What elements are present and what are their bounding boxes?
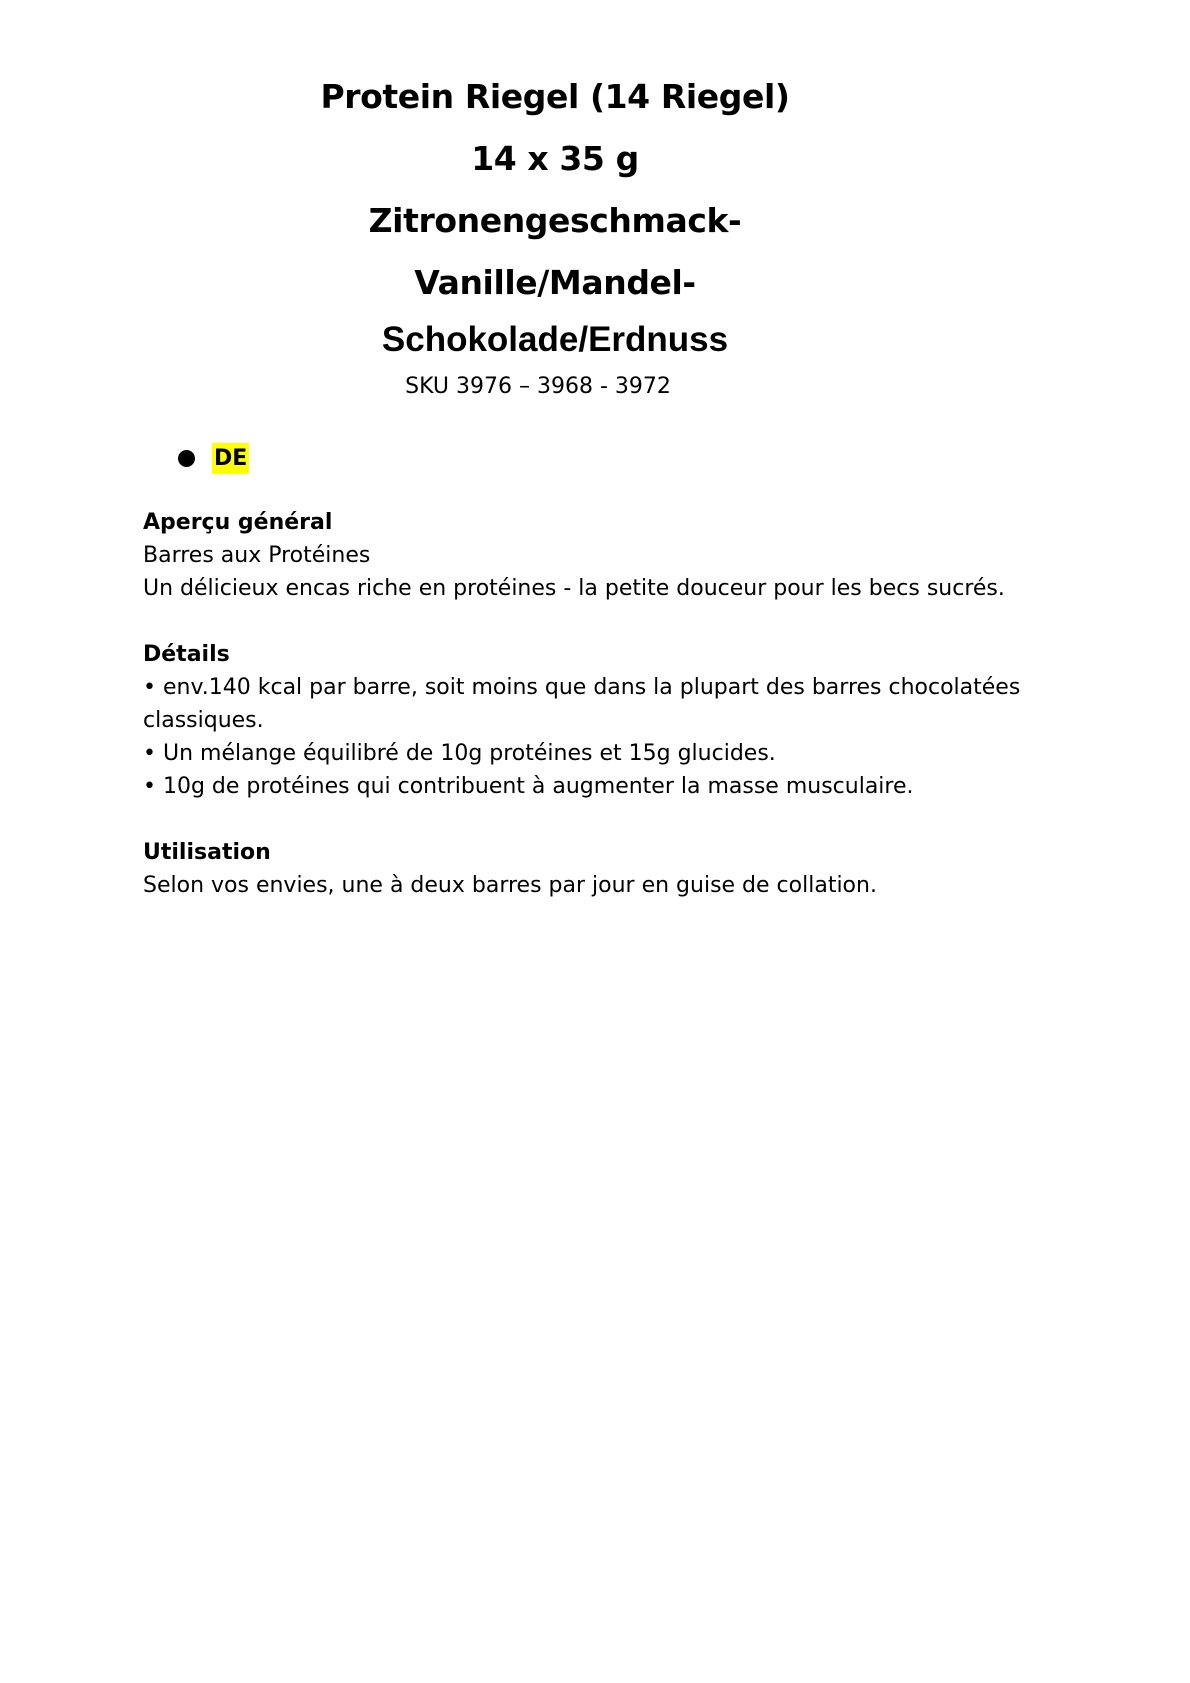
title-flavor-lemon: Zitronengeschmack-	[368, 201, 742, 240]
product-title	[0, 66, 1110, 366]
section-heading: Détails	[143, 642, 230, 667]
section-heading: Utilisation	[143, 840, 271, 865]
overview-line: Un délicieux encas riche en protéines - la petite douceur pour les becs sucrés.	[143, 576, 1005, 601]
title-product-name: Protein Riegel (14 Riegel)	[320, 77, 790, 116]
title-flavor-chocolate-peanut: Schokolade/Erdnuss	[381, 320, 729, 359]
details-bullet: • Un mélange équilibré de 10g protéines et 15g glucides.	[143, 741, 776, 766]
language-marker	[178, 443, 249, 474]
usage-line: Selon vos envies, une à deux barres par jour en guise de collation.	[143, 873, 877, 898]
title-package-size: 14 x 35 g	[471, 139, 639, 178]
section-overview	[143, 506, 1103, 605]
bullet-dot-icon	[178, 450, 195, 467]
section-details	[143, 638, 1103, 803]
language-label: DE	[212, 443, 249, 474]
title-flavor-vanilla-almond: Vanille/Mandel-	[414, 263, 696, 302]
section-usage	[143, 836, 1103, 902]
details-bullet: • 10g de protéines qui contribuent à augmenter la masse musculaire.	[143, 774, 914, 799]
section-heading: Aperçu général	[143, 510, 333, 535]
product-description	[143, 506, 1103, 935]
sku-numbers: SKU 3976 – 3968 - 3972	[405, 374, 671, 399]
details-bullet: • env.140 kcal par barre, soit moins que dans la plupart des barres chocolatées classiques.	[143, 675, 1021, 733]
overview-line: Barres aux Protéines	[143, 543, 371, 568]
